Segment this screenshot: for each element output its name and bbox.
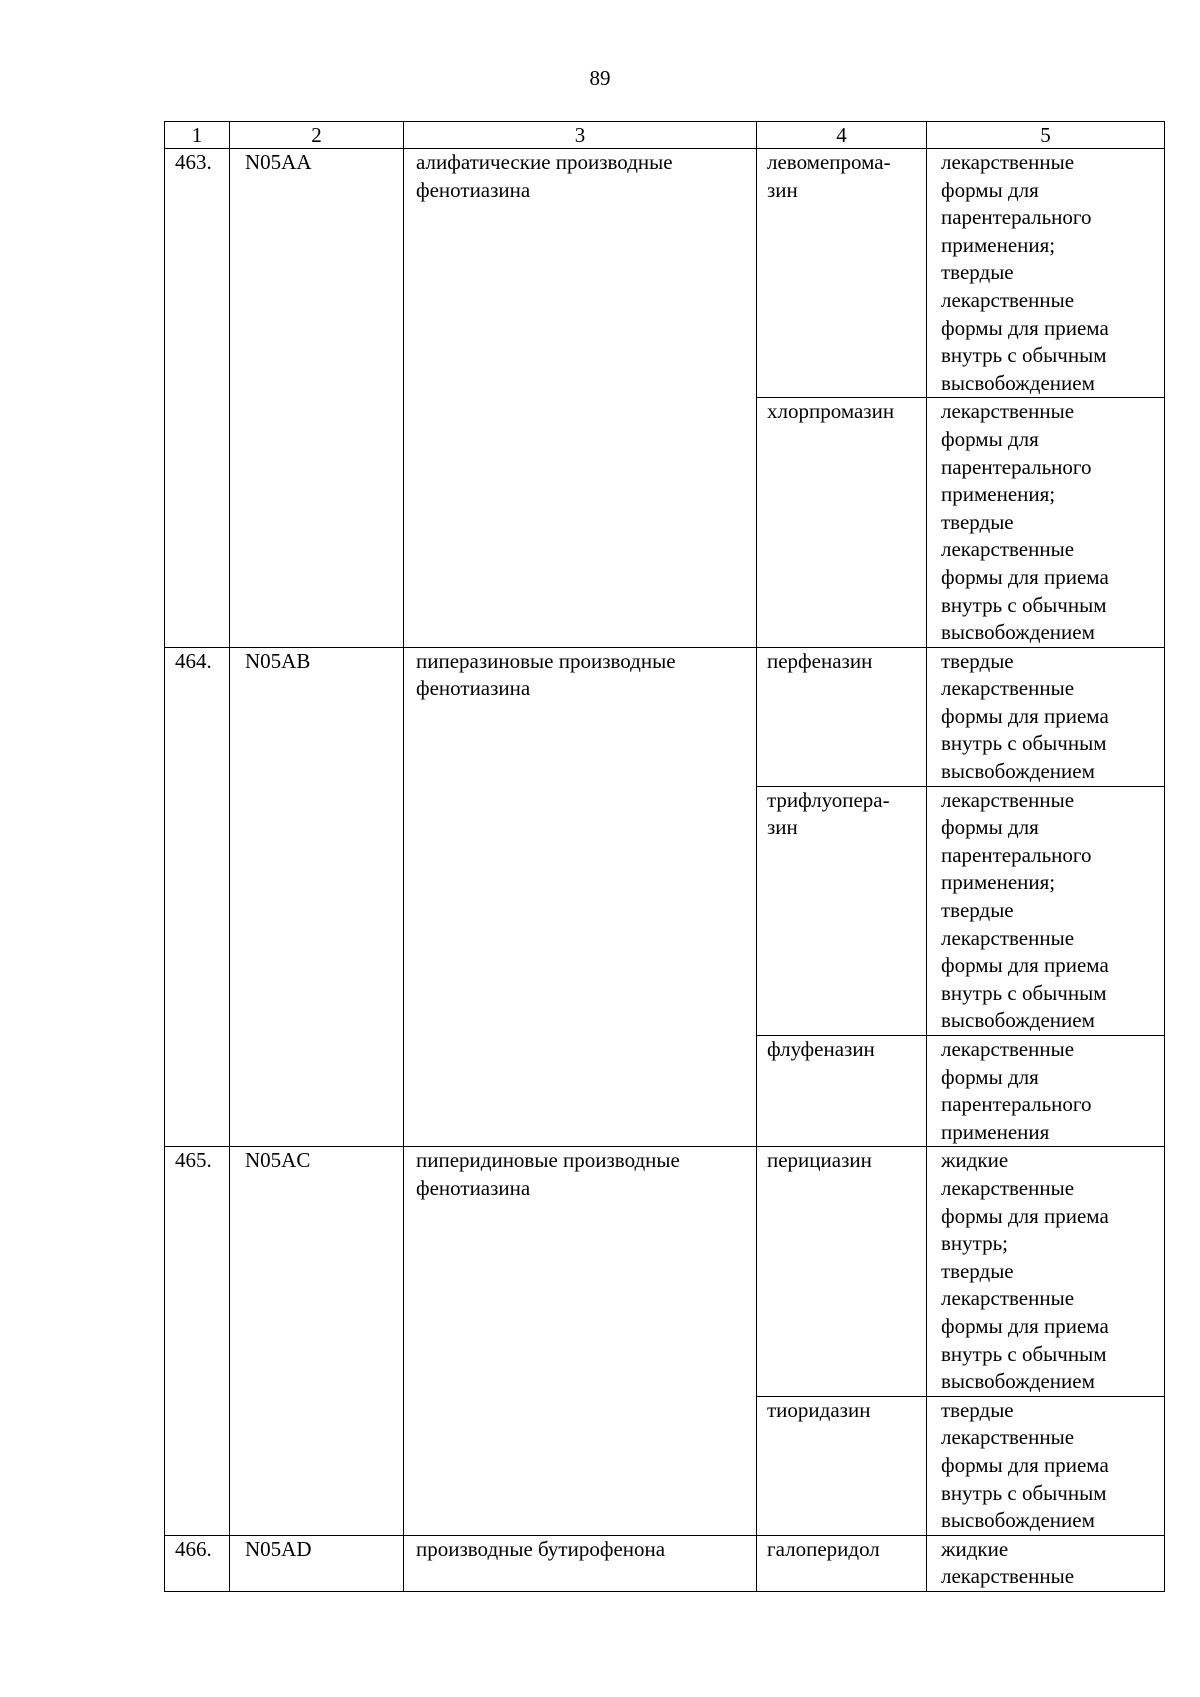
dosage-form-line: формы для (941, 815, 1039, 840)
column-header: 2 (230, 122, 404, 149)
dosage-form-line: лекарственные (941, 1286, 1075, 1311)
dosage-form-line: формы для (941, 426, 1039, 451)
dosage-form-line: лекарственные (941, 287, 1075, 312)
dosage-form-line: лекарственные (941, 925, 1075, 950)
dosage-form-line: твердые (941, 1258, 1014, 1283)
drug-name-line: перициазин (767, 1148, 872, 1173)
atc-group-name (404, 1535, 757, 1591)
atc-group-name (404, 647, 757, 1147)
dosage-form-line: твердые (941, 260, 1014, 285)
dosage-form-line: внутрь; (941, 1231, 1008, 1256)
dosage-form-line: высвобождением (941, 370, 1095, 395)
dosage-form-line: применения; (941, 870, 1056, 895)
dosage-form (927, 149, 1165, 398)
dosage-form-line: лекарственные (941, 1175, 1075, 1200)
atc-group-name-line: пиперидиновые производные (416, 1148, 680, 1173)
dosage-form-line: формы для приема (941, 953, 1109, 978)
dosage-form-line: лекарственные (941, 150, 1075, 174)
dosage-form-line: лекарственные (941, 1037, 1075, 1061)
dosage-form-line: формы для приема (941, 315, 1109, 340)
row-number: 465. (165, 1147, 230, 1535)
dosage-form-line: твердые (941, 1397, 1014, 1422)
drug-name (757, 1147, 927, 1396)
dosage-form-line: высвобождением (941, 759, 1095, 784)
drug-name (757, 1036, 927, 1147)
dosage-form-line: высвобождением (941, 620, 1095, 645)
dosage-form-line: формы для приема (941, 1313, 1109, 1338)
row-number: 466. (165, 1535, 230, 1591)
drug-name-line: хлорпромазин (767, 399, 895, 424)
dosage-form-line: парентерального (941, 1092, 1092, 1117)
dosage-form-line: формы для (941, 1064, 1039, 1089)
dosage-form (927, 398, 1165, 647)
drug-name-line: флуфеназин (767, 1037, 875, 1061)
dosage-form-line: применения (941, 1119, 1050, 1144)
row-number: 464. (165, 647, 230, 1147)
drug-name-line: зин (767, 815, 798, 840)
dosage-form-line: лекарственные (941, 537, 1075, 562)
atc-code: N05AA (230, 149, 404, 648)
dosage-form (927, 1147, 1165, 1396)
drug-name (757, 786, 927, 1035)
drug-name-line: тиоридазин (767, 1397, 871, 1422)
atc-group-name (404, 149, 757, 648)
table-row (165, 1535, 1165, 1591)
dosage-form-line: внутрь с обычным (941, 731, 1107, 756)
dosage-form-line: твердые (941, 509, 1014, 534)
atc-group-name-line: фенотиазина (416, 1175, 531, 1200)
dosage-form (927, 1036, 1165, 1147)
table-row (165, 647, 1165, 786)
dosage-form-line: формы для приема (941, 564, 1109, 589)
atc-code: N05AD (230, 1535, 404, 1591)
table-body (165, 149, 1165, 1592)
dosage-form-line: парентерального (941, 205, 1092, 230)
column-header: 3 (404, 122, 757, 149)
dosage-form-line: применения; (941, 232, 1056, 257)
atc-group-name-line: производные бутирофенона (416, 1536, 666, 1561)
atc-code: N05AC (230, 1147, 404, 1535)
drug-name (757, 1396, 927, 1535)
column-header: 1 (165, 122, 230, 149)
column-header: 5 (927, 122, 1165, 149)
column-header: 4 (757, 122, 927, 149)
dosage-form-line: внутрь с обычным (941, 980, 1107, 1005)
dosage-form-line: лекарственные (941, 1425, 1075, 1450)
dosage-form-line: парентерального (941, 454, 1092, 479)
drug-name (757, 149, 927, 398)
drug-table (164, 121, 1165, 1592)
column-number-row (165, 122, 1165, 149)
dosage-form-line: формы для приема (941, 1203, 1109, 1228)
dosage-form-line: лекарственные (941, 787, 1075, 812)
dosage-form (927, 1396, 1165, 1535)
dosage-form-line: внутрь с обычным (941, 592, 1107, 617)
atc-group-name-line: алифатические производные (416, 150, 673, 174)
row-number: 463. (165, 149, 230, 648)
dosage-form (927, 647, 1165, 786)
atc-group-name (404, 1147, 757, 1535)
dosage-form-line: применения; (941, 482, 1056, 507)
table-row (165, 149, 1165, 398)
drug-name-line: трифлуопера- (767, 787, 890, 812)
dosage-form-line: высвобождением (941, 1008, 1095, 1033)
dosage-form (927, 1535, 1165, 1591)
page-number: 89 (589, 66, 611, 90)
dosage-form-line: твердые (941, 898, 1014, 923)
dosage-form-line: твердые (941, 648, 1014, 673)
dosage-form (927, 786, 1165, 1035)
dosage-form-line: внутрь с обычным (941, 1480, 1107, 1505)
drug-name (757, 647, 927, 786)
dosage-form-line: лекарственные (941, 1564, 1075, 1589)
dosage-form-line: внутрь с обычным (941, 1341, 1107, 1366)
dosage-form-line: высвобождением (941, 1369, 1095, 1394)
dosage-form-line: парентерального (941, 842, 1092, 867)
drug-name-line: левомепрома- (767, 150, 891, 174)
drug-name (757, 1535, 927, 1591)
atc-group-name-line: пиперазиновые производные (416, 648, 676, 673)
dosage-form-line: высвобождением (941, 1508, 1095, 1533)
drug-name-line: перфеназин (767, 648, 873, 673)
drug-name-line: зин (767, 177, 798, 202)
drug-name-line: галоперидол (767, 1536, 880, 1561)
dosage-form-line: жидкие (941, 1536, 1009, 1561)
dosage-form-line: формы для (941, 177, 1039, 202)
dosage-form-line: формы для приема (941, 703, 1109, 728)
dosage-form-line: внутрь с обычным (941, 343, 1107, 368)
atc-code: N05AB (230, 647, 404, 1147)
atc-group-name-line: фенотиазина (416, 676, 531, 701)
atc-group-name-line: фенотиазина (416, 177, 531, 202)
dosage-form-line: формы для приема (941, 1452, 1109, 1477)
dosage-form-line: лекарственные (941, 676, 1075, 701)
dosage-form-line: лекарственные (941, 399, 1075, 424)
table-row (165, 1147, 1165, 1396)
dosage-form-line: жидкие (941, 1148, 1009, 1173)
drug-name (757, 398, 927, 647)
